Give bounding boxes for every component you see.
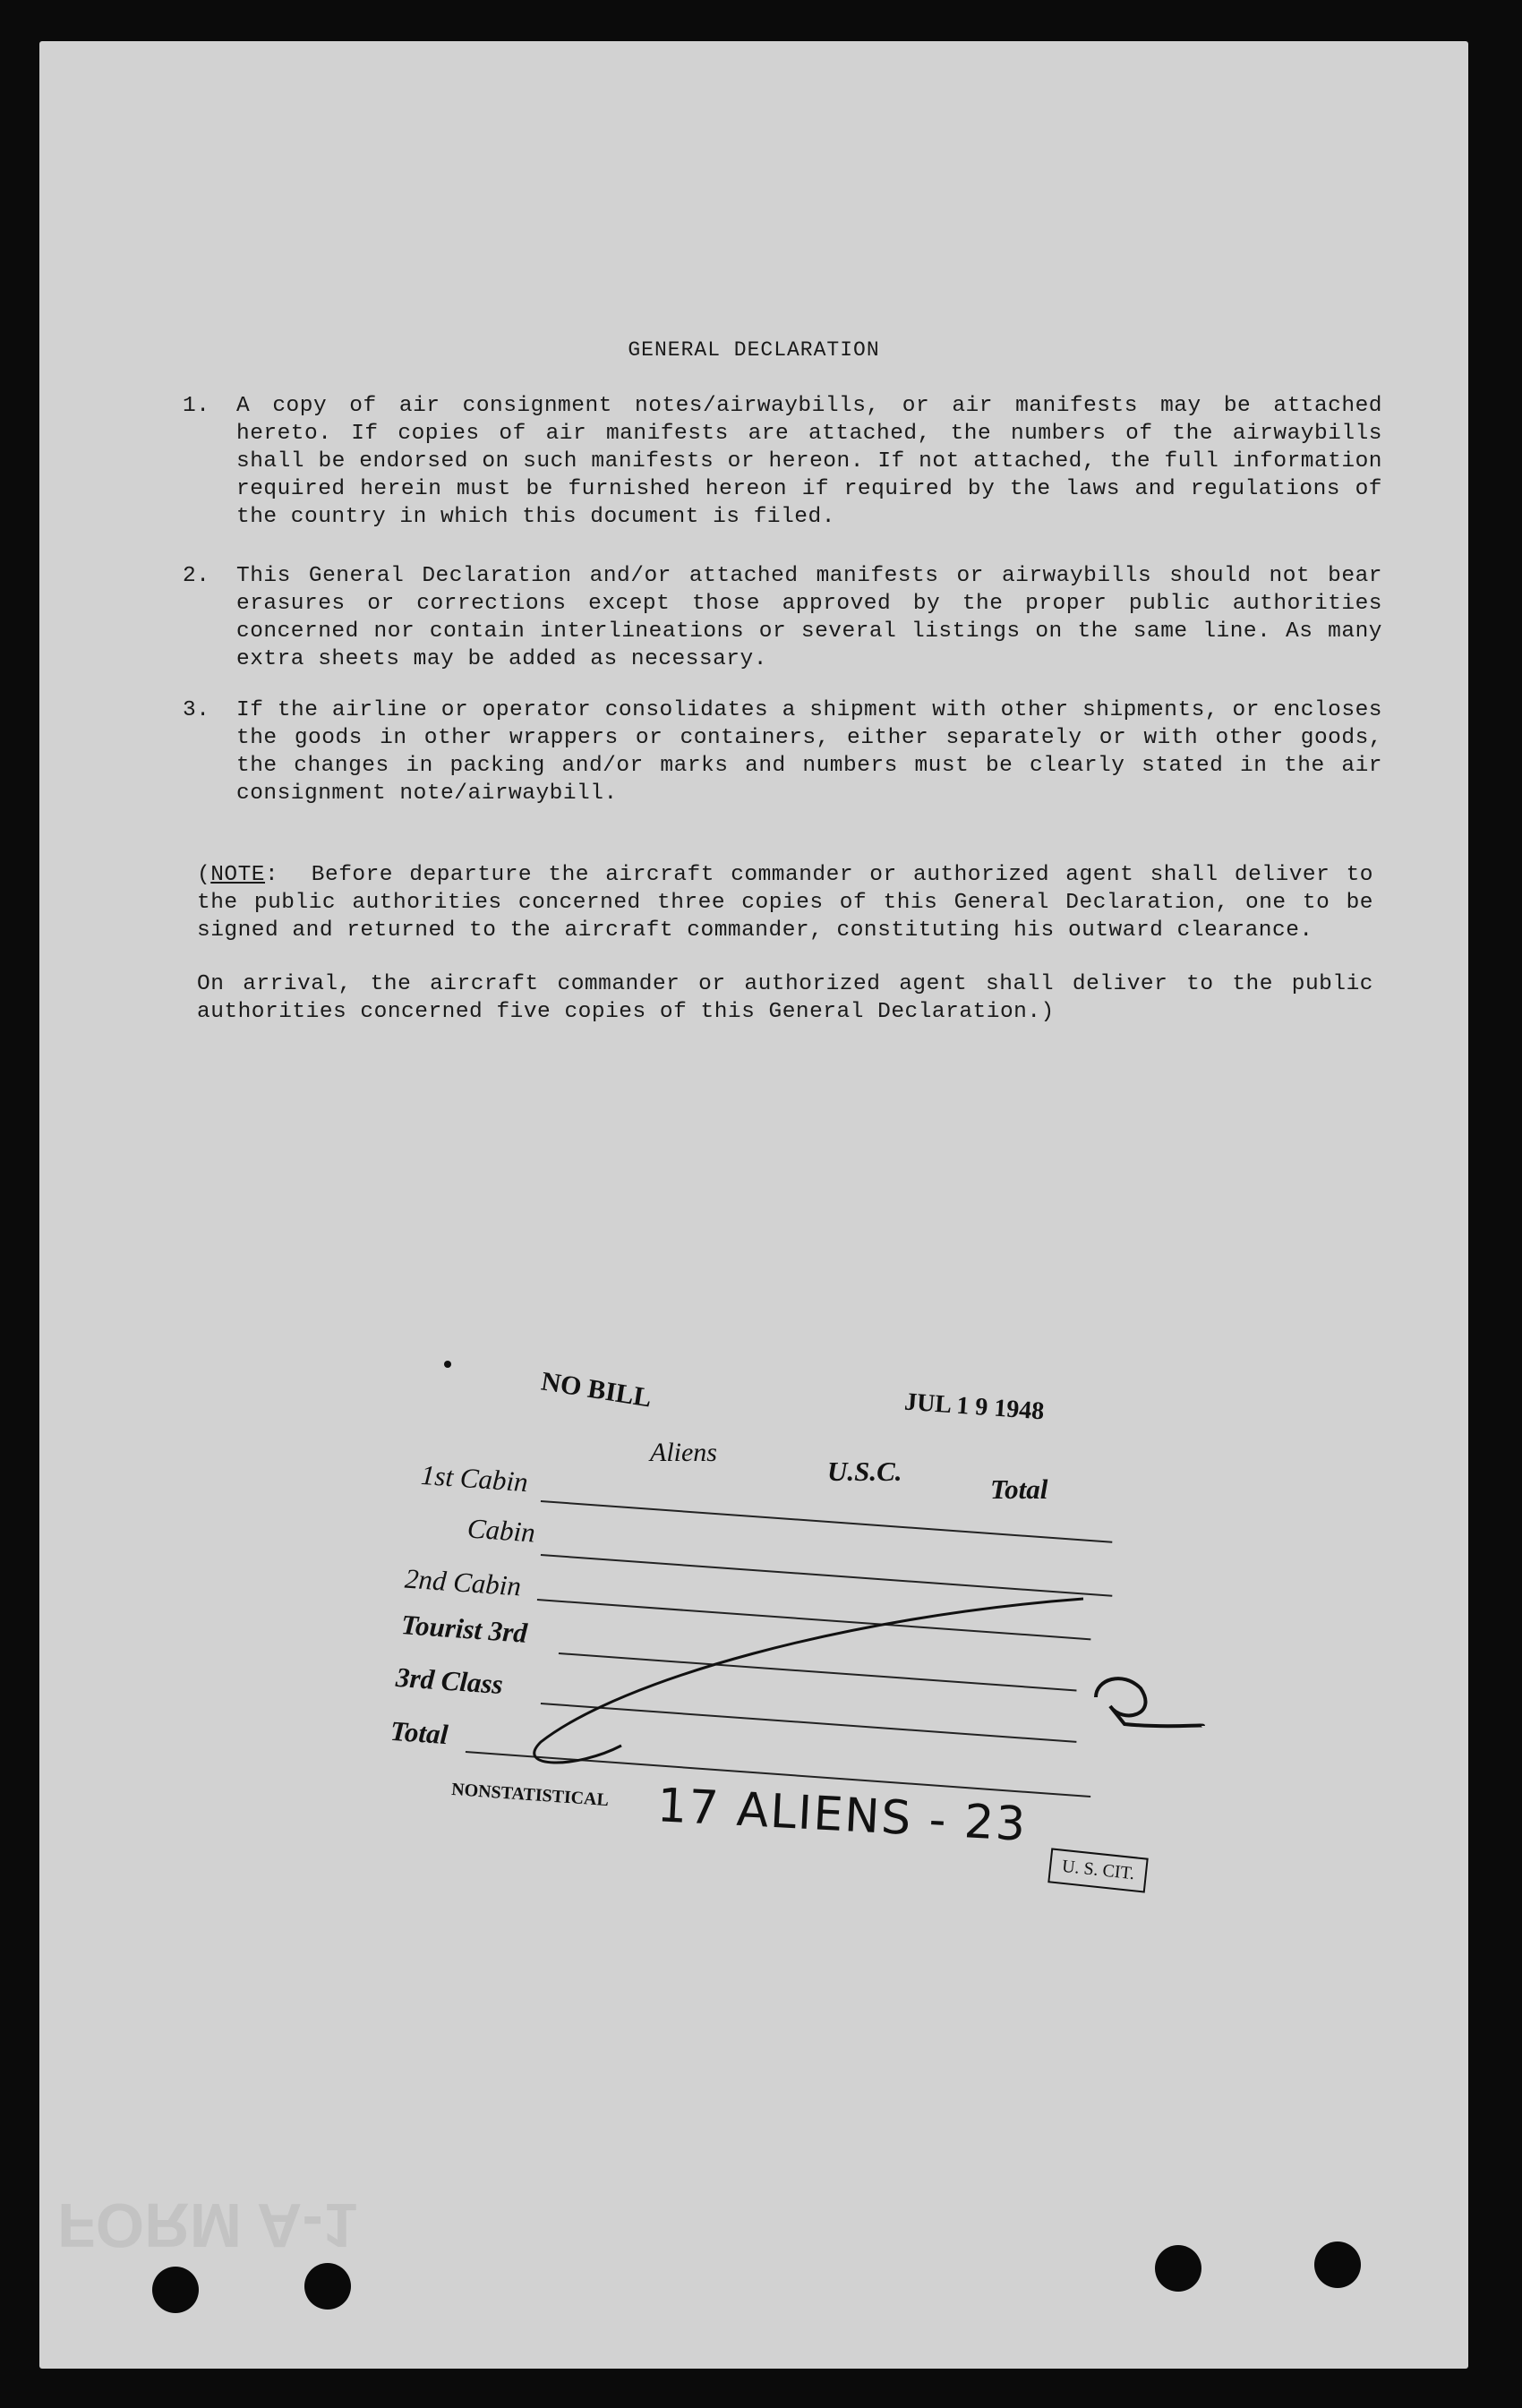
punch-hole [304, 2263, 351, 2310]
cancel-stroke [534, 1599, 1083, 1763]
note-label: NOTE [210, 863, 266, 887]
bleedthrough-form-mark: FORM A-1 [57, 2190, 358, 2260]
punch-hole [1155, 2245, 1201, 2292]
item-number: 2. [183, 564, 210, 588]
item-text: If the airline or operator consolidates a shipment with other shipments, or encloses the goods in other wrappers or containers, either separately or with other goods, the changes in packing and/or marks and numbers must be clearly stated in the air consignment note/airwaybill. [236, 698, 1382, 806]
ink-dot [444, 1361, 451, 1368]
stamp-row-3rd-class: 3rd Class [394, 1661, 504, 1701]
document-page [39, 41, 1468, 2369]
stamp-col-usc: U.S.C. [827, 1456, 902, 1487]
stamp-col-total: Total [990, 1473, 1048, 1505]
initials-scribble [1096, 1678, 1203, 1726]
item-number: 3. [183, 698, 210, 722]
pen-marks [39, 41, 1468, 2369]
punch-hole [1314, 2241, 1361, 2288]
note-text: Before departure the aircraft commander or authorized agent shall deliver to the public authorities concerned three copies of this General Declaration, one to be signed and returned to the aircraft commander, constituting his outward clearance. [197, 863, 1373, 943]
stamp-col-aliens: Aliens [650, 1438, 717, 1467]
us-cit-stamp: U. S. CIT. [1047, 1848, 1149, 1892]
note-open-paren: ( [197, 863, 211, 887]
stamp-no-bill: NO BILL [539, 1366, 654, 1413]
stamp-row-cabin: Cabin [466, 1512, 536, 1549]
stamp-row-total: Total [389, 1714, 449, 1751]
stamp-date: JUL 1 9 1948 [903, 1388, 1046, 1426]
stamp-row-2nd-cabin: 2nd Cabin [403, 1562, 523, 1602]
page-title: GENERAL DECLARATION [628, 338, 880, 362]
item-text: This General Declaration and/or attached manifests or airwaybills should not bear erasures or corrections except those approved by the proper public authorities concerned nor contain interlineations or several listings on the same line. As many extra sheets may be added as necessary. [236, 564, 1382, 671]
item-text: A copy of air consignment notes/airwaybills, or air manifests may be attached hereto. If copies of air manifests are attached, the numbers of the airwaybills shall be endorsed on such manifests or hereon. If not attached, the full information required herein must be furnished hereon if required by the laws and regulations of the country in which this document is filed. [236, 394, 1382, 529]
stamp-row-tourist-3rd: Tourist 3rd [399, 1609, 529, 1649]
handwritten-alien-count: 17 ALIENS - 23 [655, 1779, 1029, 1852]
stamp-nonstatistical: NONSTATISTICAL [450, 1779, 610, 1811]
note-colon: : [265, 863, 279, 887]
arrival-paragraph: On arrival, the aircraft commander or authorized agent shall deliver to the public authorities concerned five copies of this General Declaration.) [197, 972, 1373, 1024]
stamp-row-1st-cabin: 1st Cabin [419, 1458, 529, 1499]
punch-hole [152, 2267, 199, 2313]
item-number: 1. [183, 394, 210, 418]
